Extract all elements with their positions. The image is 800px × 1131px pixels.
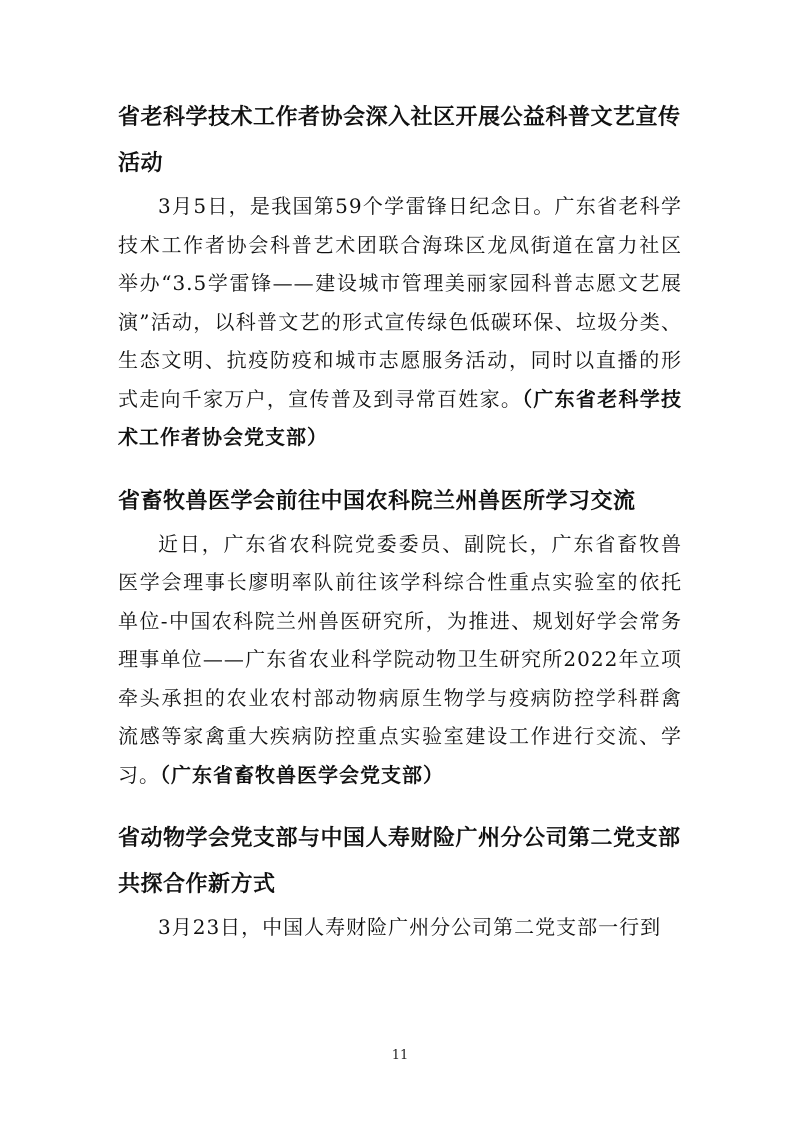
article-byline: （广东省畜牧兽医学会党支部）	[160, 762, 444, 787]
article-body	[118, 908, 682, 947]
page-number: 11	[391, 1048, 409, 1063]
article-2	[118, 479, 682, 795]
article-3	[118, 816, 682, 947]
article-body	[118, 525, 682, 795]
section-gap	[118, 457, 682, 479]
article-text: 近日，广东省农科院党委委员、副院长，广东省畜牧兽医学会理事长廖明率队前往该学科综合性重点实验室的依托单位-中国农科院兰州兽医研究所，为推进、规划好学会常务理事单位——广东省农业科学院动物卫生研究所2022年立项牵头承担的农业农村部动物病原生物学与疫病防控学科群禽流感等家禽重大疾病防控重点实验室建设工作进行交流、学习。	[118, 531, 682, 787]
article-title: 省老科学技术工作者协会深入社区开展公益科普文艺宣传活动	[118, 105, 681, 176]
article-title: 省畜牧兽医学会前往中国农科院兰州兽医所学习交流	[118, 488, 636, 514]
article-title: 省动物学会党支部与中国人寿财险广州分公司第二党支部共探合作新方式	[118, 826, 681, 897]
article-byline: （广东省老科学技术工作者协会党支部）	[118, 386, 683, 449]
article-body	[118, 187, 682, 457]
article-text: 3月5日，是我国第59个学雷锋日纪念日。广东省老科学技术工作者协会科普艺术团联合海珠区龙凤街道在富力社区举办“3.5学雷锋——建设城市管理美丽家园科普志愿文艺展演”活动，以科普文艺的形式宣传绿色低碳环保、垃圾分类、生态文明、抗疫防疫和城市志愿服务活动，同时以直播的形式走向千家万户，宣传普及到寻常百姓家。	[118, 194, 682, 411]
article-text: 3月23日，中国人寿财险广州分公司第二党支部一行到	[158, 915, 662, 939]
article-1	[118, 95, 682, 457]
document-page	[118, 95, 682, 947]
section-gap	[118, 794, 682, 816]
